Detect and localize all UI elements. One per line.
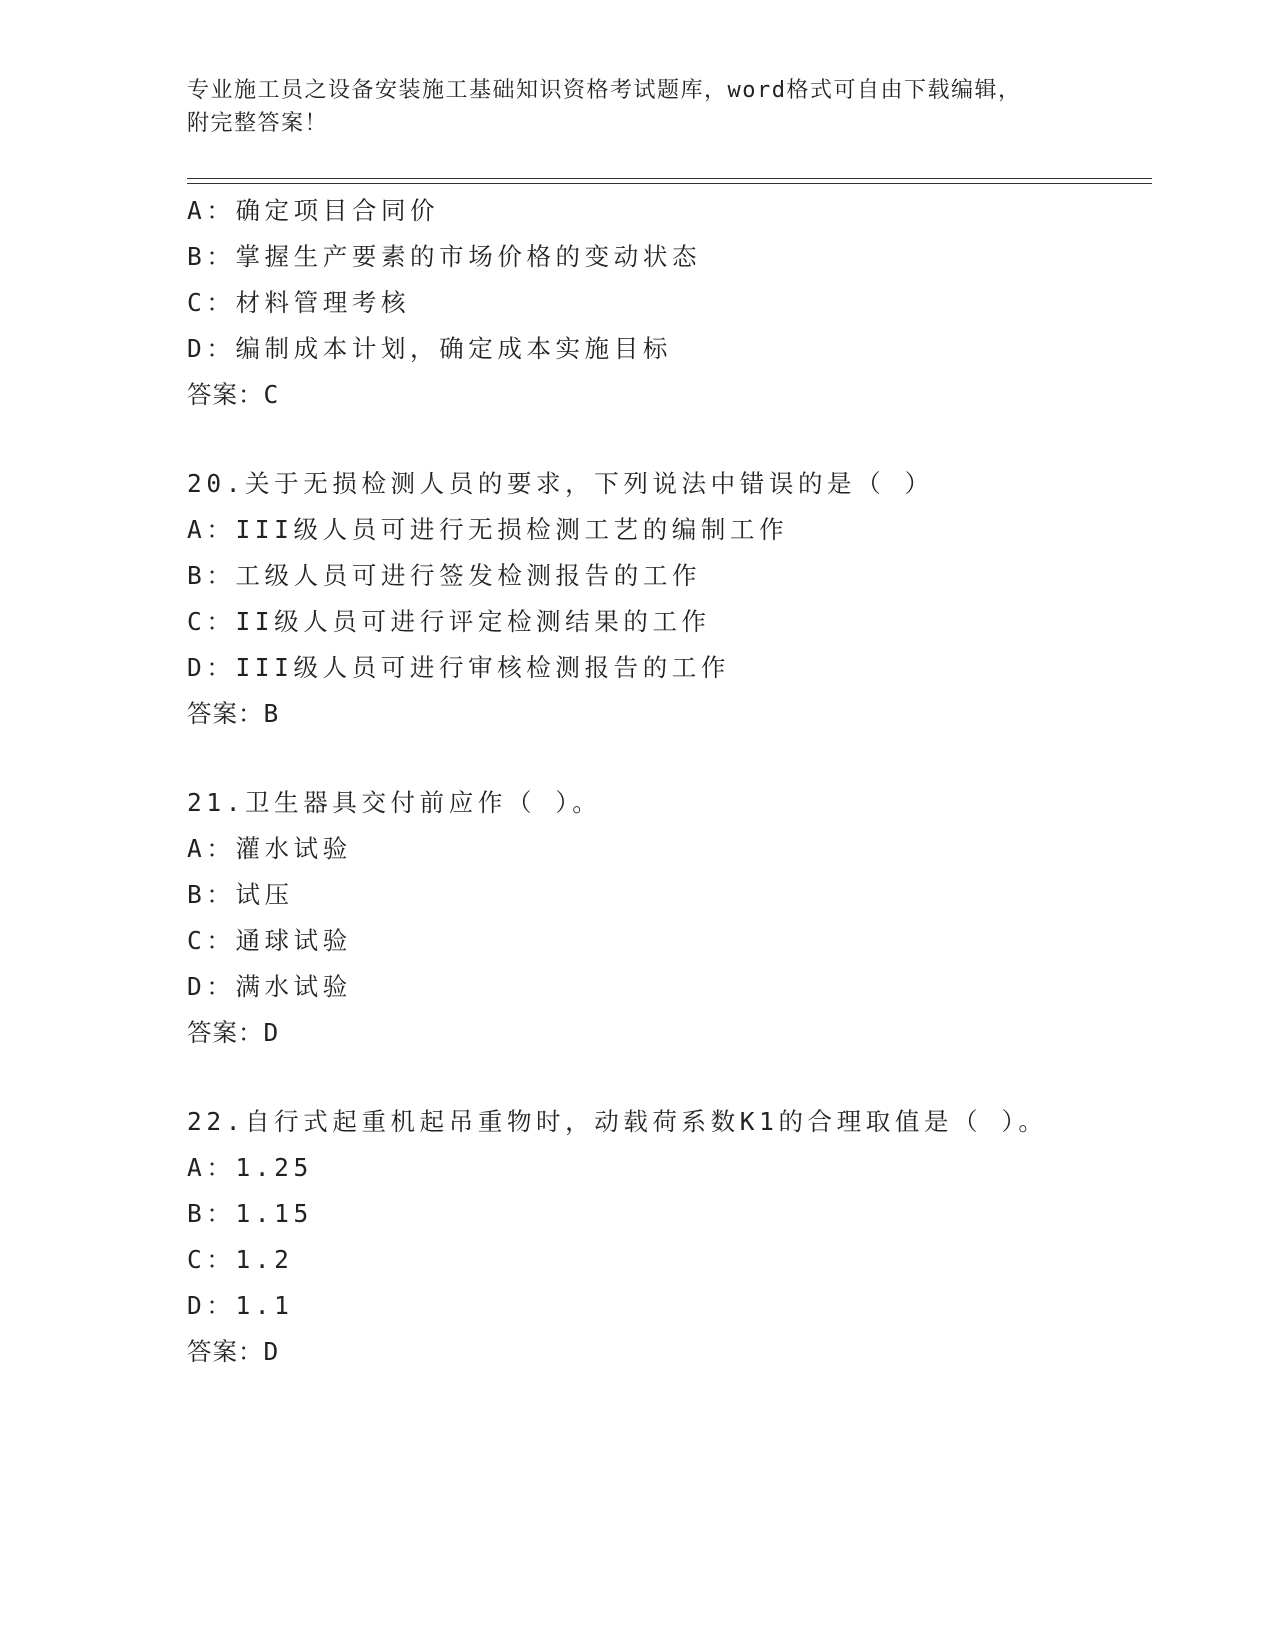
answer: 答案：D (187, 1018, 280, 1047)
option-a: A：灌水试验 (187, 834, 352, 863)
answer: 答案：D (187, 1337, 280, 1366)
option-d: D：编制成本计划，确定成本实施目标 (187, 334, 672, 363)
document-header (187, 74, 1067, 140)
question-21 (187, 780, 1152, 1056)
header-title-line-2: 附完整答案！ (187, 111, 329, 136)
option-b: B：试压 (187, 880, 294, 909)
question-stem: 22.自行式起重机起吊重物时，动载荷系数K1的合理取值是（ ）。 (187, 1107, 1048, 1136)
spacer (187, 418, 1152, 461)
option-c: C：II级人员可进行评定检测结果的工作 (187, 607, 711, 636)
option-d: D：1.1 (187, 1291, 294, 1320)
option-a: A：确定项目合同价 (187, 196, 440, 225)
option-a: A：III级人员可进行无损检测工艺的编制工作 (187, 515, 789, 544)
option-b: B：掌握生产要素的市场价格的变动状态 (187, 242, 702, 271)
answer: 答案：C (187, 380, 280, 409)
header-divider-bottom (187, 183, 1152, 184)
option-b: B：1.15 (187, 1199, 313, 1228)
header-divider-top (187, 178, 1152, 179)
option-b: B：工级人员可进行签发检测报告的工作 (187, 561, 702, 590)
option-a: A：1.25 (187, 1153, 313, 1182)
option-c: C：材料管理考核 (187, 288, 411, 317)
spacer (187, 1056, 1152, 1099)
option-d: D：III级人员可进行审核检测报告的工作 (187, 653, 730, 682)
question-stem: 21.卫生器具交付前应作（ ）。 (187, 788, 602, 817)
header-title-line-1: 专业施工员之设备安装施工基础知识资格考试题库，word格式可自由下载编辑， (187, 78, 1022, 103)
spacer (187, 737, 1152, 780)
question-22 (187, 1099, 1152, 1375)
answer: 答案：B (187, 699, 280, 728)
question-20 (187, 461, 1152, 737)
question-list (187, 188, 1152, 1375)
question-stem: 20.关于无损检测人员的要求，下列说法中错误的是（ ） (187, 469, 934, 498)
question-19-continued (187, 188, 1152, 418)
option-c: C：通球试验 (187, 926, 352, 955)
option-c: C：1.2 (187, 1245, 294, 1274)
option-d: D：满水试验 (187, 972, 352, 1001)
